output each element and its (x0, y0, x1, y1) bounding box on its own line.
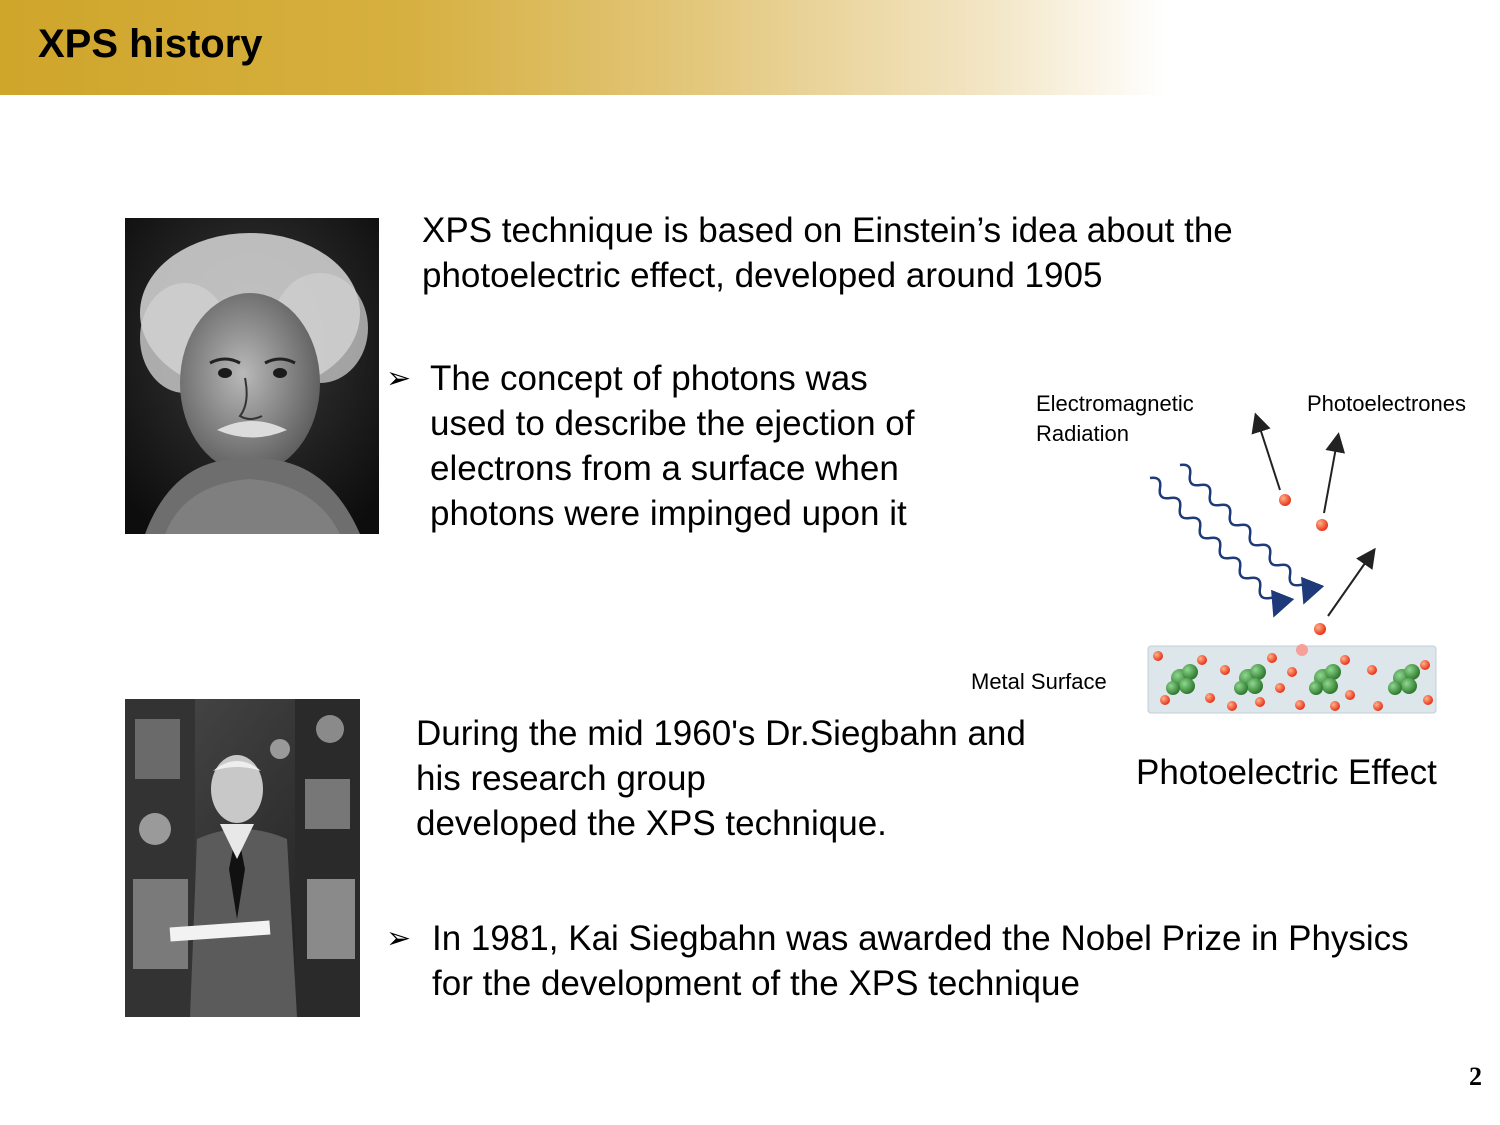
ejected-electrons (1279, 494, 1328, 656)
einstein-intro-line-2: photoelectric effect, developed around 1905 (422, 256, 1103, 295)
photon-concept-line-1: The concept of photons was (430, 359, 868, 398)
siegbahn-text-line-2: his research group (416, 759, 706, 798)
siegbahn-photo (125, 699, 360, 1017)
radiation-label-line-2: Radiation (1036, 421, 1129, 446)
einstein-intro-line-1: XPS technique is based on Einstein’s idea about the (422, 211, 1233, 250)
photon-concept-line-3: electrons from a surface when (430, 449, 899, 488)
einstein-photo (125, 218, 379, 534)
slide-title: XPS history (38, 22, 263, 66)
photon-concept-line-2: used to describe the ejection of (430, 404, 915, 443)
ejection-arrows (1258, 422, 1370, 616)
bullet-icon: ➢ (386, 362, 412, 395)
nobel-line-1: In 1981, Kai Siegbahn was awarded the Nobel Prize in Physics (432, 919, 1409, 958)
radiation-label-line-1: Electromagnetic (1036, 391, 1194, 416)
page-number: 2 (1469, 1062, 1482, 1091)
siegbahn-text-line-1: During the mid 1960's Dr.Siegbahn and (416, 714, 1026, 753)
bullet-icon: ➢ (386, 922, 412, 955)
diagram-caption: Photoelectric Effect (1136, 753, 1437, 792)
nobel-line-2: for the development of the XPS technique (432, 964, 1080, 1003)
photoelectric-diagram (1140, 410, 1450, 720)
siegbahn-text-line-3: developed the XPS technique. (416, 804, 887, 843)
photoelectrons-label: Photoelectrones (1307, 391, 1466, 416)
radiation-waves (1150, 465, 1309, 606)
metal-surface-label: Metal Surface (971, 669, 1107, 694)
photon-concept-line-4: photons were impinged upon it (430, 494, 907, 533)
